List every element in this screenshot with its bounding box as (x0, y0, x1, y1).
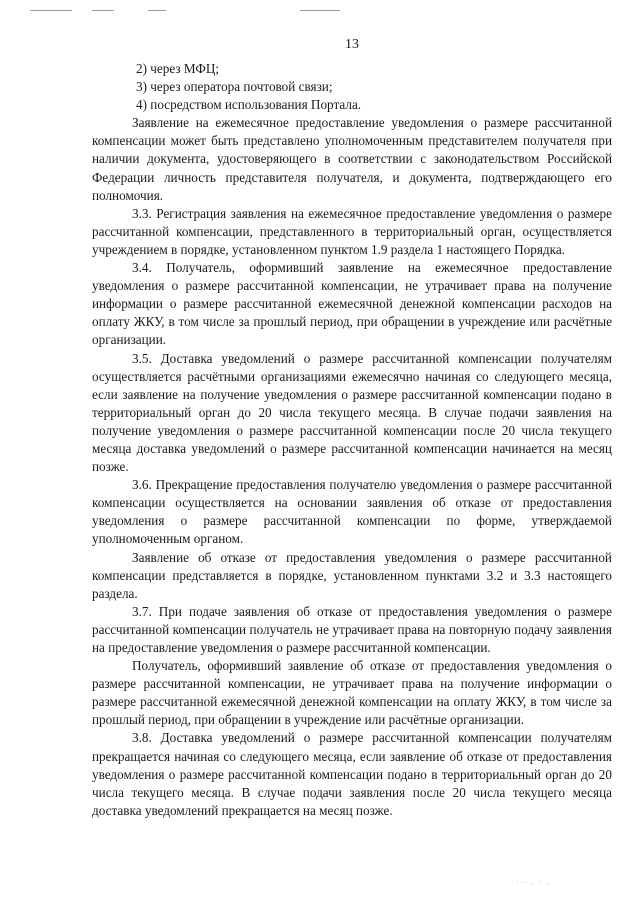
list-item: 2) через МФЦ; (136, 61, 220, 76)
list-item: 3) через оператора почтовой связи; (136, 79, 333, 95)
paragraph-3-4: 3.4. Получатель, оформивший заявление на ежемесячное предоставление уведомления о размере рассчитанной компенсации, не утрачивает права на получение информации о размере рассчитанной ежемесячной денежной компенсации расходов на оплату ЖКУ, в том числе за прошлый период, при обращении в учреждение или расчётные организации. (92, 260, 612, 348)
scan-artifact-line (300, 10, 340, 11)
scan-artifact-line (30, 10, 72, 11)
paragraph: Заявление на ежемесячное предоставление уведомления о размере рассчитанной компенсации может быть представлено уполномоченным представителем получателя при наличии документа, удостоверяющего в соответствии с законодательством Российской Федерации личность представителя получателя, и документа, подтверждающего его полномочия. (92, 115, 612, 203)
document-page (92, 36, 612, 820)
paragraph-3-3: 3.3. Регистрация заявления на ежемесячное предоставление уведомления о размере рассчитанной компенсации, представленного в территориальный орган, осуществляется учреждением в порядке, установленном пунктом 1.9 раздела 1 настоящего Порядка. (92, 205, 612, 257)
paragraph: Заявление об отказе от предоставления уведомления о размере рассчитанной компенсации представляется в порядке, установленном пунктами 3.2 и 3.3 настоящего раздела. (92, 549, 612, 601)
paragraph-3-7: 3.7. При подаче заявления об отказе от предоставления уведомления о размере рассчитанной компенсации получатель не утрачивает права на повторную подачу заявления на предоставление уведомления о размере рассчитанной компенсации. (92, 603, 612, 655)
scan-artifact-line (148, 10, 166, 11)
page-number: 13 (345, 37, 359, 52)
paragraph: Получатель, оформивший заявление об отказе от предоставления уведомления о размере рассчитанной компенсации, не утрачивает права на получение информации о размере рассчитанной ежемесячной денежной компенсации на оплату ЖКУ, в том числе за прошлый период, при обращении в учреждение или расчётные организации. (92, 658, 612, 728)
submission-methods-list (92, 60, 612, 114)
scan-artifact-line (92, 10, 114, 11)
paragraph-3-8: 3.8. Доставка уведомлений о размере рассчитанной компенсации получателям прекращается начиная со следующего месяца, если заявление об отказе от предоставления уведомления о размере рассчитанной компенсации подано в территориальный орган до 20 числа текущего месяца. В случае подачи заявления после 20 числа текущего месяца доставка уведомлений прекращается на месяц позже. (92, 730, 612, 818)
corner-scribble-icon: ˙˙˙· ˙ · (516, 880, 552, 889)
list-item: 4) посредством использования Портала. (136, 97, 362, 113)
paragraph-3-5: 3.5. Доставка уведомлений о размере рассчитанной компенсации получателям осуществляется расчётными организациями ежемесячно начиная со следующего месяца, если заявление на получение уведомления о размере рассчитанной компенсации подано в территориальный орган до 20 числа текущего месяца. В случае подачи заявления на получение уведомления о размере рассчитанной компенсации после 20 числа текущего месяца доставка уведомлений о размере рассчитанной компенсации начинается на месяц позже. (92, 350, 612, 475)
paragraph-3-6: 3.6. Прекращение предоставления получателю уведомления о размере рассчитанной компенсации осуществляется на основании заявления об отказе от предоставления уведомления о размере рассчитанной компенсации по форме, утверждаемой уполномоченным органом. (92, 477, 612, 547)
